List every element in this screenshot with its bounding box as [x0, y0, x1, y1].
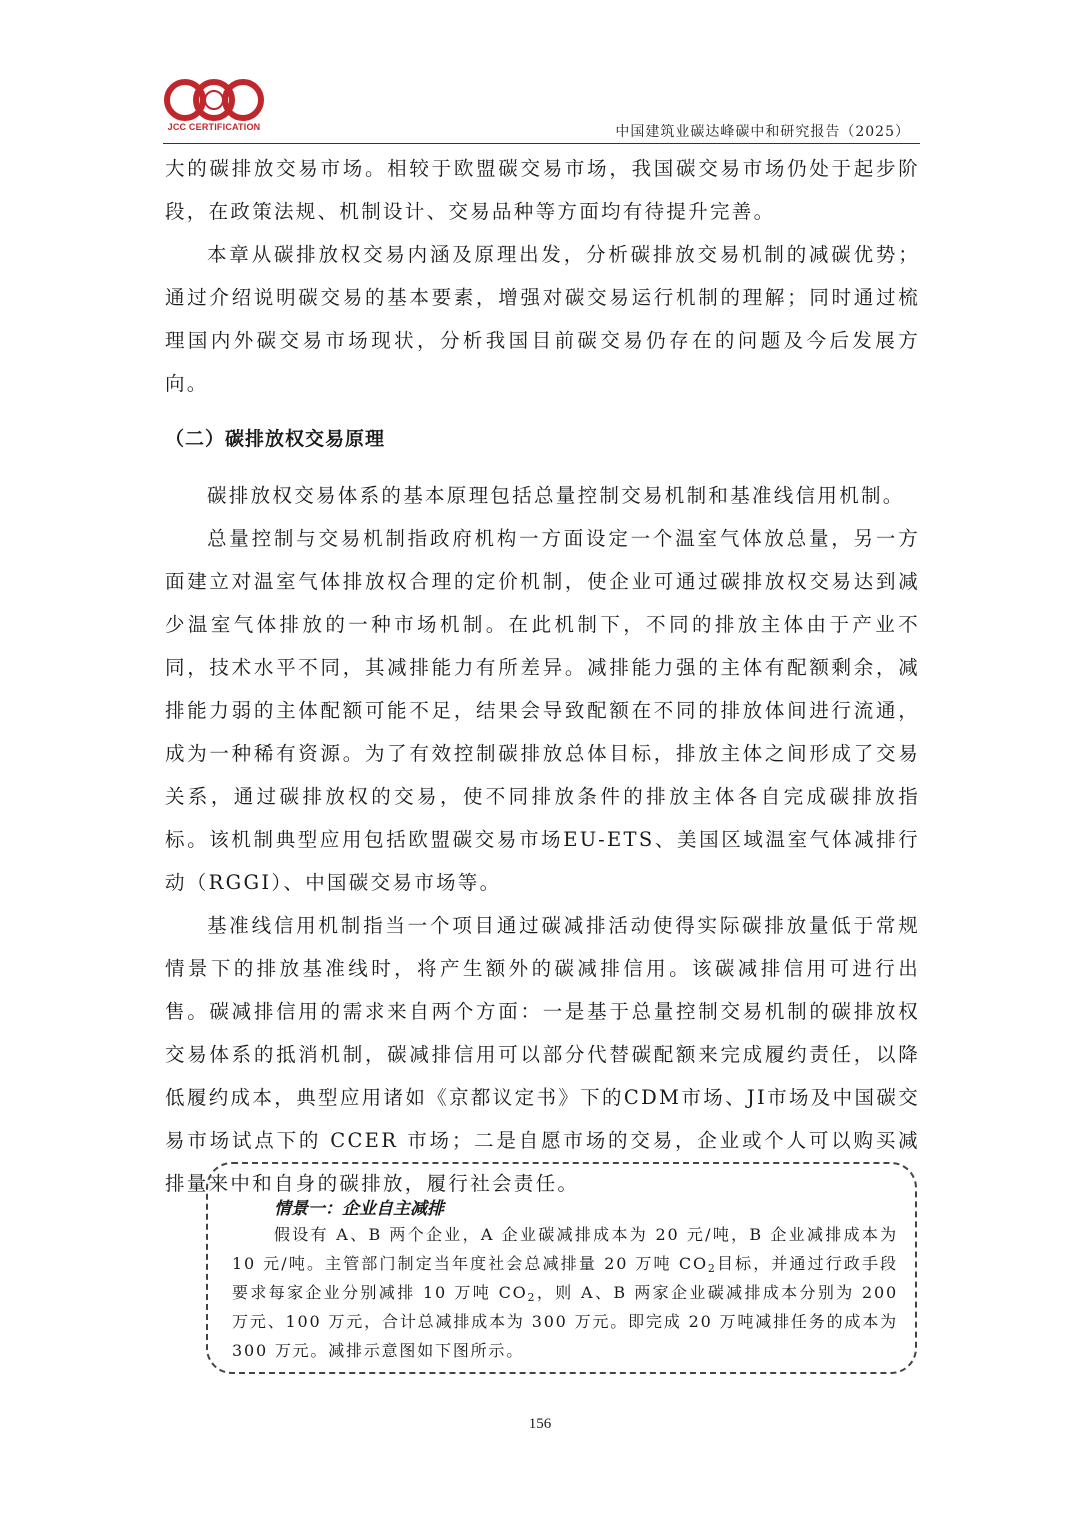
paragraph-2: 本章从碳排放权交易内涵及原理出发，分析碳排放交易机制的减碳优势；通过介绍说明碳交易的基本要素，增强对碳交易运行机制的理解；同时通过梳理国内外碳交易市场现状，分析我国目前碳交易仍存在的问题及今后发展方向。 — [165, 243, 920, 395]
scenario-body: 假设有 A、B 两个企业，A 企业碳减排成本为 20 元/吨，B 企业减排成本为 10 元/吨。主管部门制定当年度社会总减排量 20 万吨 $CO_2$目标，并通过行政手段要求每家企业分别减排 10 万吨 $CO_2$，则 A、B 两家企业碳减排成本分别为 200 万元、100 万元，合计总减排成本为 300 万元。即完成 20 万吨减排任务的成本为 300 万元。减排示意图如下图所示。 — [232, 1225, 898, 1360]
logo-text: JCC CERTIFICATION — [167, 122, 261, 132]
paragraph-1: 大的碳排放交易市场。相较于欧盟碳交易市场，我国碳交易市场仍处于起步阶段，在政策法规、机制设计、交易品种等方面均有待提升完善。 — [165, 157, 920, 223]
jcc-rings-icon — [163, 78, 265, 124]
paragraph-4: 总量控制与交易机制指政府机构一方面设定一个温室气体放总量，另一方面建立对温室气体排放权合理的定价机制，使企业可通过碳排放权交易达到减少温室气体排放的一种市场机制。在此机制下，不同的排放主体由于产业不同，技术水平不同，其减排能力有所差异。减排能力强的主体有配额剩余，减排能力弱的主体配额可能不足，结果会导致配额在不同的排放体间进行流通，成为一种稀有资源。为了有效控制碳排放总体目标，排放主体之间形成了交易关系，通过碳排放权的交易，使不同排放条件的排放主体各自完成碳排放指标。该机制典型应用包括欧盟碳交易市场EU-ETS、美国区域温室气体减排行动（RGGI）、中国碳交易市场等。 — [165, 527, 920, 894]
main-content — [165, 147, 920, 1205]
scenario-text — [232, 1220, 898, 1365]
report-title: 中国建筑业碳达峰碳中和研究报告（2025） — [615, 124, 910, 140]
header-divider — [163, 143, 920, 144]
section-heading: （二）碳排放权交易原理 — [165, 428, 386, 450]
page-number: 156 — [528, 1416, 552, 1432]
paragraph-3: 碳排放权交易体系的基本原理包括总量控制交易机制和基准线信用机制。 — [207, 484, 905, 507]
scenario-box — [206, 1162, 917, 1374]
paragraph-5: 基准线信用机制指当一个项目通过碳减排活动使得实际碳排放量低于常规情景下的排放基准线时，将产生额外的碳减排信用。该碳减排信用可进行出售。碳减排信用的需求来自两个方面：一是基于总量控制交易机制的碳排放权交易体系的抵消机制，碳减排信用可以部分代替碳配额来完成履约责任，以降低履约成本，典型应用诸如《京都议定书》下的CDM市场、JI市场及中国碳交易市场试点下的 CCER 市场；二是自愿市场的交易，企业或个人可以购买减排量来中和自身的碳排放，履行社会责任。 — [165, 914, 920, 1195]
jcc-logo — [163, 78, 265, 136]
scenario-title: 情景一：企业自主减排 — [274, 1199, 444, 1219]
